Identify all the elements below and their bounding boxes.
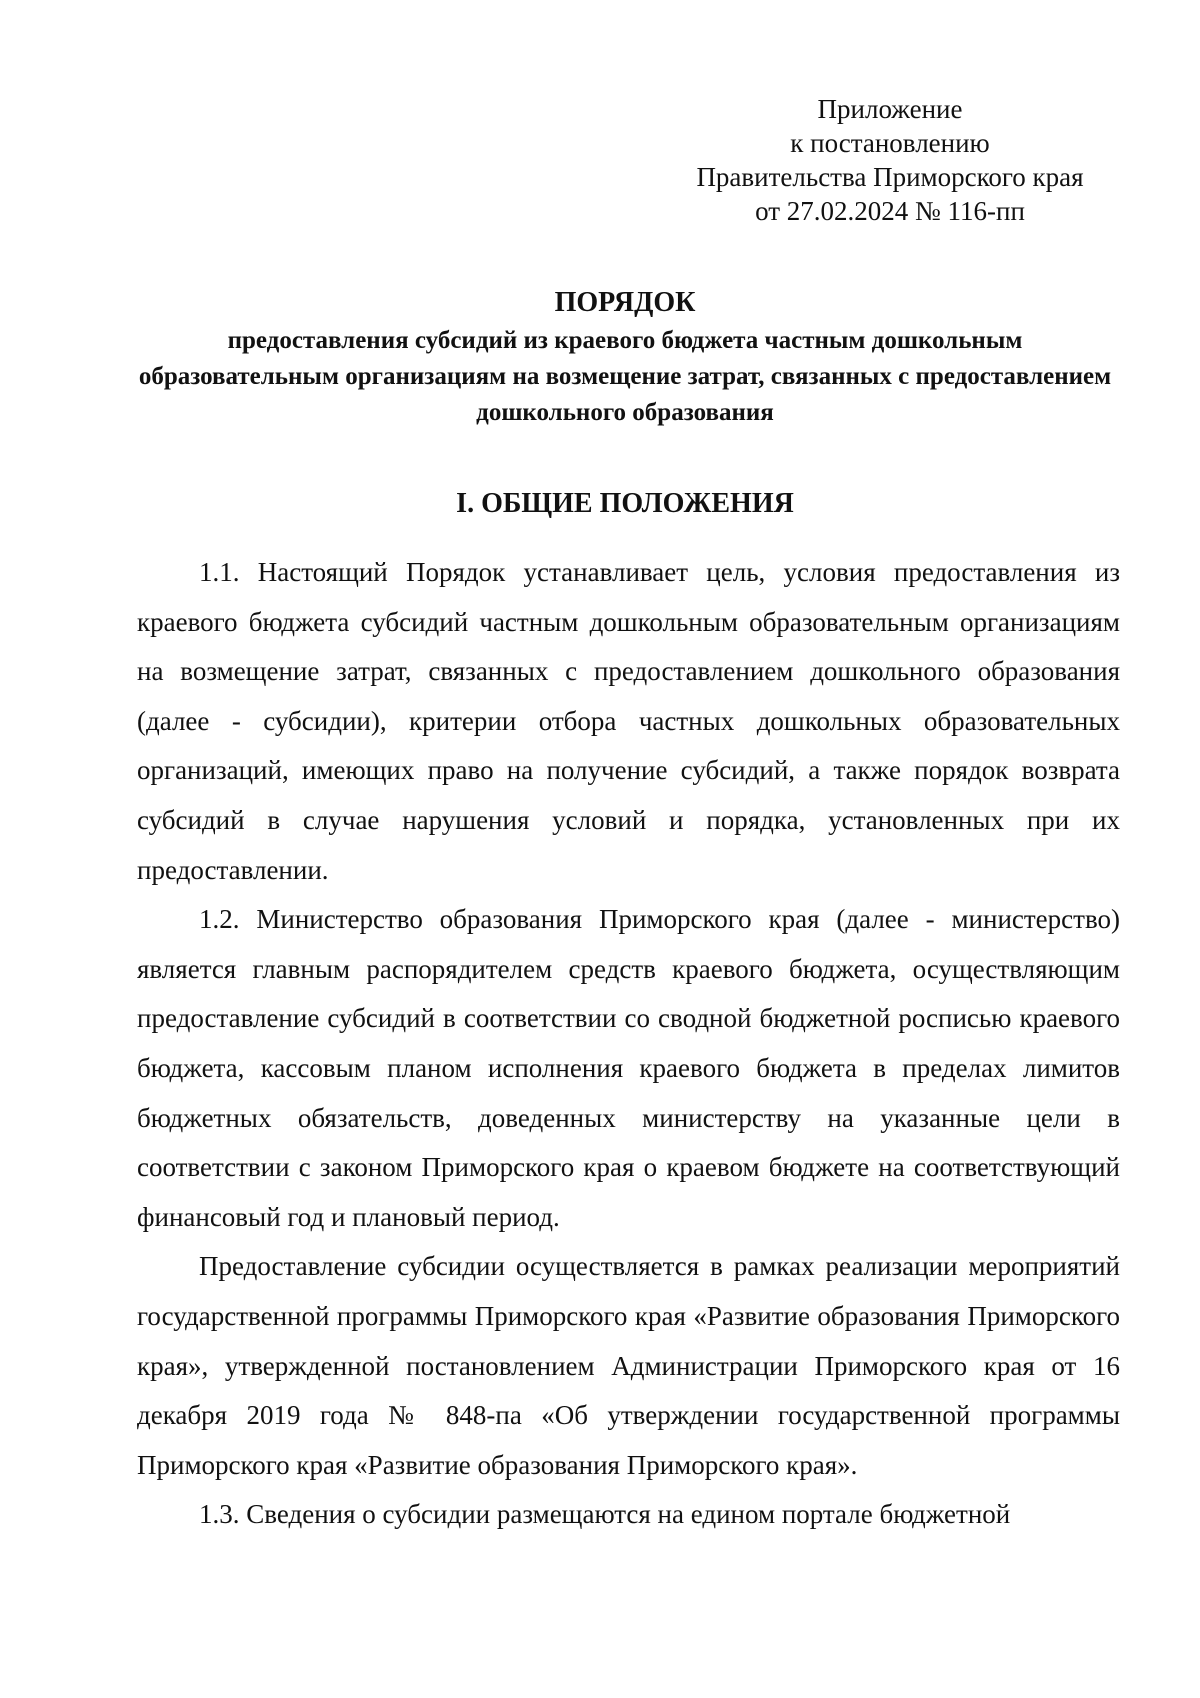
paragraph-1-3: 1.3. Сведения о субсидии размещаются на едином портале бюджетной: [199, 1499, 1011, 1530]
section-heading: I. ОБЩИЕ ПОЛОЖЕНИЯ: [456, 488, 794, 519]
document-subtitle: предоставления субсидий из краевого бюджета частным дошкольным образовательным организациям на возмещение затрат, связанных с предоставлением дошкольного образования: [138, 327, 1112, 426]
appendix-line-4: от 27.02.2024 № 116-пп: [755, 196, 1025, 226]
document-title-block: [130, 285, 1120, 431]
document-body: [137, 548, 1120, 1540]
paragraph-program: Предоставление субсидии осуществляется в рамках реализации мероприятий государственной программы Приморского края «Развитие образования Приморского края», утвержденной постановлением Администрации Приморского края от 16 декабря 2019 года № 848-па «Об утверждении государственной программы Приморского края «Развитие образования Приморского края».: [137, 1251, 1120, 1480]
appendix-line-3: Правительства Приморского края: [696, 162, 1084, 192]
appendix-reference: [660, 92, 1120, 228]
paragraph-1-1: 1.1. Настоящий Порядок устанавливает цель, условия предоставления из краевого бюджета субсидий частным дошкольным образовательным организациям на возмещение затрат, связанных с предоставлением дошкольного образования (далее - субсидии), критерии отбора частных дошкольных образовательных организаций, имеющих право на получение субсидий, а также порядок возврата субсидий в случае нарушения условий и порядка, установленных при их предоставлении.: [137, 557, 1120, 885]
paragraph-1-2: 1.2. Министерство образования Приморского края (далее - министерство) является главным распорядителем средств краевого бюджета, осуществляющим предоставление субсидий в соответствии со сводной бюджетной росписью краевого бюджета, кассовым планом исполнения краевого бюджета в пределах лимитов бюджетных обязательств, доведенных министерству на указанные цели в соответствии с законом Приморского края о краевом бюджете на соответствующий финансовый год и плановый период.: [137, 904, 1120, 1232]
document-title: ПОРЯДОК: [554, 287, 696, 318]
appendix-line-2: к постановлению: [790, 128, 990, 158]
appendix-line-1: Приложение: [817, 94, 963, 124]
